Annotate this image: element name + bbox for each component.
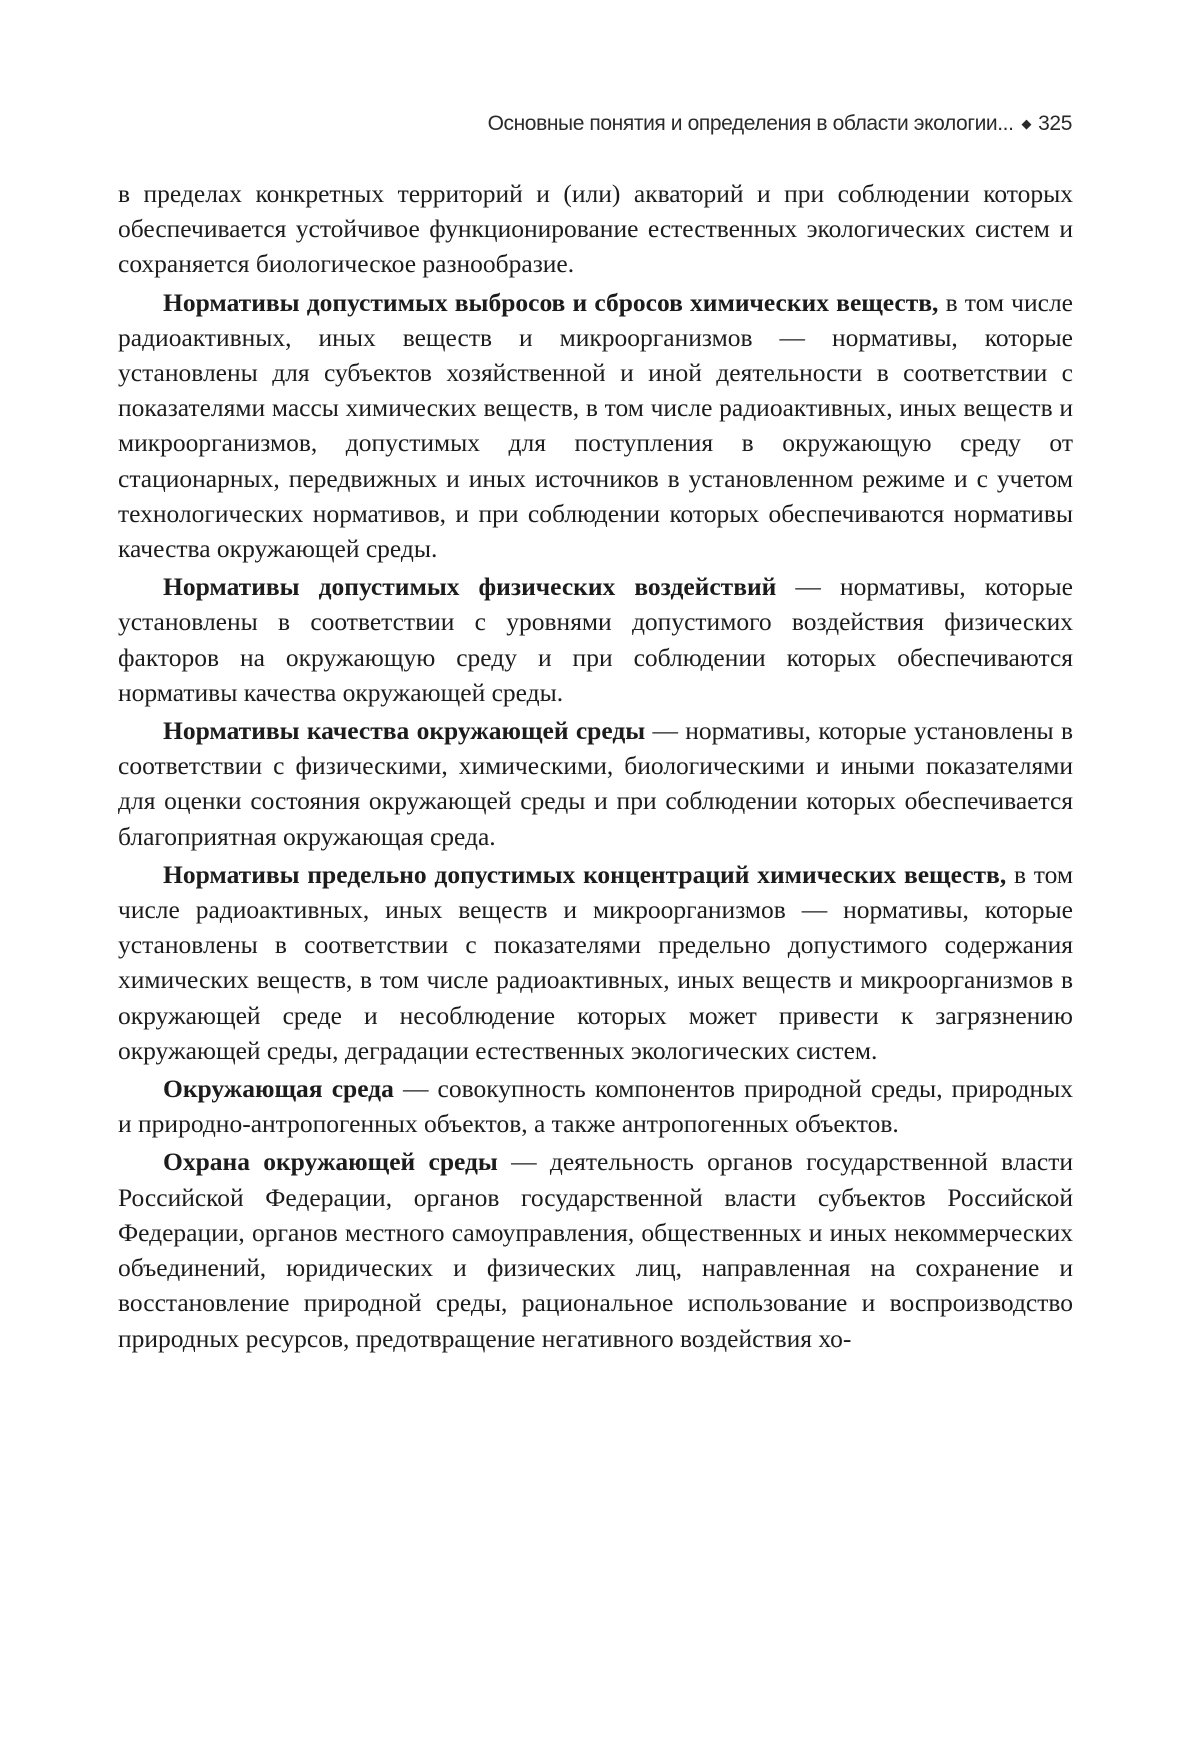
definition-text: — нормативы, которые установлены в соответствии с уровнями допустимого воздействия физических факторов на окружающую среду и при соблюдении которых обеспечиваются нормативы качества окружающей среды. [118, 572, 1073, 707]
running-header [0, 112, 1072, 136]
definition-term: Нормативы предельно допустимых концентраций химических веществ, [163, 859, 1007, 889]
running-title: Основные понятия и определения в области экологии... [487, 112, 1014, 135]
definition-entry [118, 1071, 1073, 1141]
definition-entry [118, 285, 1073, 567]
definition-text: в том числе радиоактивных, иных веществ и микроорганизмов — нормативы, которые установлены для субъектов хозяйственной и иной деятельности в соответствии с показателями массы химических веществ, в том числе радиоактивных, иных веществ и микроорганизмов, допустимых для поступления в окружающую среду от стационарных, передвижных и иных источников в установленном режиме и с учетом технологических нормативов, и при соблюдении которых обеспечиваются нормативы качества окружающей среды. [118, 287, 1073, 564]
definition-entry [118, 713, 1073, 854]
header-separator: ◆ [1021, 116, 1032, 131]
page-body [118, 176, 1073, 1359]
page-number: 325 [1038, 112, 1072, 135]
definition-term: Нормативы допустимых физических воздействий [163, 572, 777, 602]
definition-term: Окружающая среда [163, 1074, 394, 1104]
definition-entry [118, 1144, 1073, 1355]
definition-entry [118, 857, 1073, 1068]
definition-term: Нормативы качества окружающей среды [163, 716, 646, 746]
definition-entry [118, 569, 1073, 710]
continuation-paragraph: в пределах конкретных территорий и (или) акваторий и при соблюдении которых обеспечивается устойчивое функционирование естественных экологических систем и сохраняется биологическое разнообразие. [118, 179, 1073, 279]
definition-text: — нормативы, которые установлены в соответствии с физическими, химическими, биологическими и иными показателями для оценки состояния окружающей среды и при соблюдении которых обеспечивается благоприятная окружающая среда. [118, 716, 1074, 851]
definition-term: Нормативы допустимых выбросов и сбросов химических веществ, [163, 287, 939, 317]
definition-text: — деятельность органов государственной власти Российской Федерации, органов государственной власти субъектов Российской Федерации, органов местного самоуправления, общественных и иных некоммерческих объединений, юридических и физических лиц, направленная на сохранение и восстановление природной среды, рациональное использование и воспроизводство природных ресурсов, предотвращение негативного воздействия хо- [118, 1147, 1073, 1353]
definition-text: в том числе радиоактивных, иных веществ и микроорганизмов — нормативы, которые установлены в соответствии с показателями предельно допустимого содержания химических веществ, в том числе радиоактивных, иных веществ и микроорганизмов в окружающей среде и несоблюдение которых может привести к загрязнению окружающей среды, деградации естественных экологических систем. [118, 859, 1074, 1065]
definition-text: — совокупность компонентов природной среды, природных и природно-антропогенных объектов, а также антропогенных объектов. [118, 1074, 1073, 1139]
definition-term: Охрана окружающей среды [163, 1147, 498, 1177]
